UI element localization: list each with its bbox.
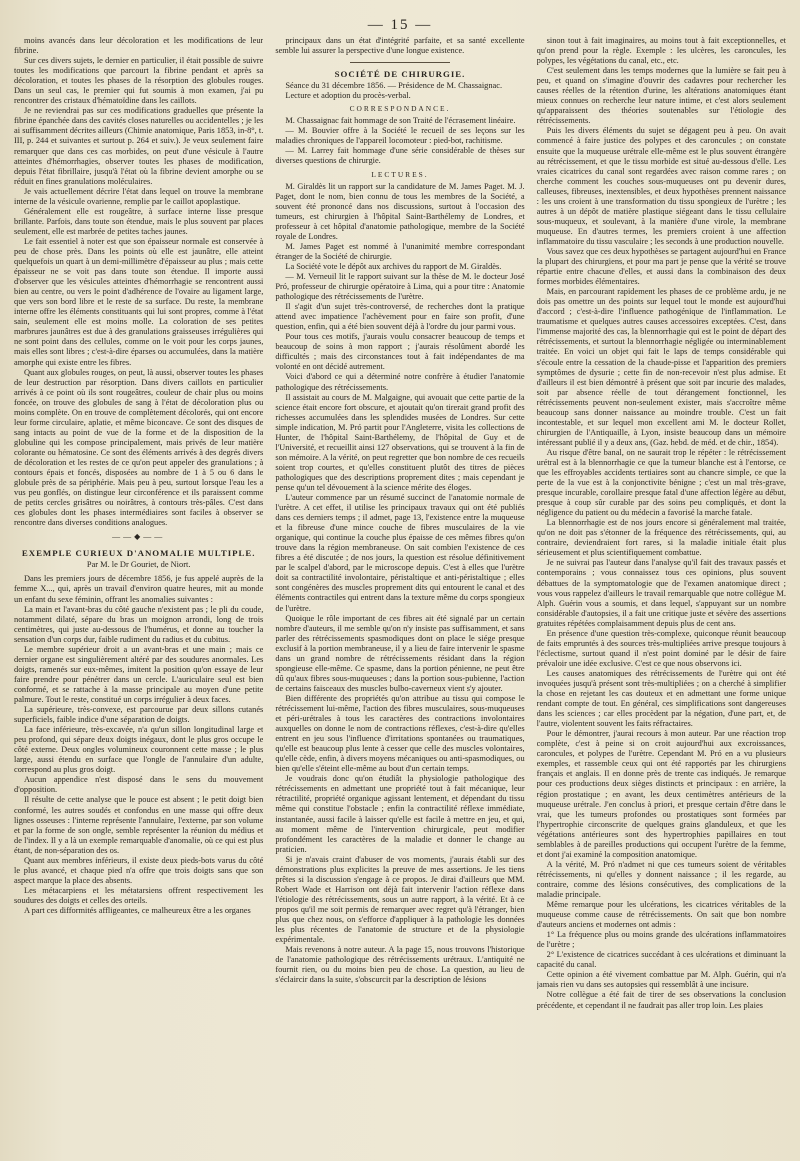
paragraph: M. Giraldès lit un rapport sur la candidature de M. James Paget. M. J. Paget, dont le nom, bien connu de tous les membres de la Société, a souvent été prononcé dans nos discussions, surtout à l'occasion des tumeurs, est chirurgien à l'hôpital Saint-Barthélemy de Londres, et professeur à cet hôpital d'anatomie pathologique, membre de la Société royale de Londres. [275, 181, 525, 241]
paragraph: Pour le démontrer, j'aurai recours à mon auteur. Par une réaction trop complète, c'est à peine si on croit aujourd'hui aux excroissances, caroncules, et polypes de l'urètre. Cependant M. Pró en a vu plusieurs exemples, et rassemble ceux qui ont été rapportés par les chirurgiens français et anglais. Il en donne près de trente cas indiqués. Je remarque pour ces productions deux sièges distincts et principaux : en arrière, la région prostatique ; en avant, les deux centimètres antérieurs de la muqueuse urétrale. J'en conclus à priori, et presque certain d'être dans le vrai, que les tumeurs profondes ou prostatiques sont formées par l'hypertrophie circonscrite de quelques grains glanduleux, et que les végétations antérieures sont des hypertrophies papillaires en tout semblables à de pareilles productions qui occupent l'urètre de la femme, et dont j'ai examiné la composition anatomique. [536, 729, 786, 859]
paragraph: Lecture et adoption du procès-verbal. [285, 91, 411, 101]
paragraph: Je ne reviendrai pas sur ces modifications graduelles que présente la fibrine épanchée dans des cavités closes naturelles ou accidentelles ; je les ai suffisamment décrites ailleurs (Chimie anatomique, Paris 1853, in-8°, t. III, p. 244 et suivantes et surtout p. 264 et suiv.). Je veux seulement faire remarquer que dans ces cas morbides, on peut d'une vésicule à l'autre atteintes d'hémorrhagies, observer toutes les phases de modification, depuis l'état fibrillaire, jusqu'à l'état où la fibrine devient amorphe ou se réduit en fines granulations moléculaires. [14, 106, 264, 186]
article-heading: EXEMPLE CURIEUX D'ANOMALIE MULTIPLE. [21, 548, 256, 559]
paragraph: Dans les premiers jours de décembre 1856, je fus appelé auprès de la femme X..., qui, après un travail d'environ quatre heures, mit au monde un enfant du sexe féminin, offrant les anomalies suivantes : [14, 574, 264, 604]
paragraph: Il résulte de cette analyse que le pouce est absent ; le petit doigt bien conformé, les autres soudés et confondus en une masse qui offre deux lignes osseuses : l'interne représente l'annulaire, l'externe, par son volume et par la forme de son ongle, semble représenter la réunion du médius et de l'index. Il y a là un exemple remarquable d'anomalie, où ce qui est plus étant, de non-séparation des os. [14, 795, 264, 855]
paragraph: Quant aux membres inférieurs, il existe deux pieds-bots varus du côté le plus avancé, et chaque pied n'a offre que trois doigts sans que son aspect marque la place des absents. [14, 855, 264, 885]
paragraph: Vous savez que ces deux hypothèses se partagent aujourd'hui en France la plupart des chirurgiens, et pour ma part je pense que la vérité se trouve répartie entre chacune d'elles, et aussi dans la combinaison des deux formes morbides élémentaires. [536, 246, 786, 287]
subsection-heading: CORRESPONDANCE. [349, 104, 451, 114]
paragraph: A la vérité, M. Pró n'admet ni que ces tumeurs soient de véritables rétrécissements, ni qu'elles y donnent naissance ; il les regarde, au contraire, comme des lésions consécutives, des complications de la maladie principale. [536, 859, 786, 899]
paragraph: 2° L'existence de cicatrices succédant à ces ulcérations et diminuant la capacité du canal. [536, 950, 786, 970]
paragraph: Je vais actuellement décrire l'état dans lequel on trouve la membrane interne de la vésicule ovarienne, remplie par le caillot apoplastique. [14, 186, 264, 206]
paragraph: Il assistait au cours de M. Malgaigne, qui avouait que cette partie de la science était encore fort obscure, et ajoutait qu'on tirerait grand profit des richesses accumulées dans les splendides musées de Londres. Sur cette simple indication, M. Pró partit pour l'Angleterre, visita les collections de Hunter, de l'hôpital Saint-Barthélemy, de l'hôpital de Guy et de l'Université, et recueillit ainsi 127 observations, qui se trouvent à la fin de son mémoire. A la vérité, on peut regretter que bon nombre de ces recueils soient trop courtes, et qu'elles constituent plutôt des titres de pièces pathologiques que des descriptions proprement dites ; mais cependant je pense qu'un tel dévouement à la science mérite des éloges. [275, 392, 525, 492]
paragraph: Au risque d'être banal, on ne saurait trop le répéter : le rétrécissement urétral est à la blennorrhagie ce que la tumeur blanche est à l'entorse, ce que les effroyables accidents tertiaires sont au chancre simple, ce que la perte de la vue est à la conjonctivite bénigne ; c'est un mal très-grave, presque incurable, corollaire presque fatal d'une affection légère au début, presque à coup sûr curable par des soins peu compliqués, et dont la négligence du patient ou du médecin a favorisé la marche fatale. [536, 447, 786, 518]
paragraph: Cette opinion a été vivement combattue par M. Alph. Guérin, qui n'a jamais rien vu dans ses autopsies qui ressemblât à une incisure. [536, 970, 786, 990]
paragraph: Quant aux globules rouges, on peut, là aussi, observer toutes les phases de leur destruction par résorption. Dans divers caillots en particulier arrivés à ce point où ils sont rougeâtres, couleur de chair plus ou moins foncée, on trouve des globules de sang à l'état de décoloration plus ou moins complète. On en trouve de complètement décolorés, qui ont encore leur forme circulaire, aplatie, et même biconcave. Ce sont des disques de sang intacts au point de vue de la forme et de la disposition de la globuline qui les compose principalement, mais privés de leur matière colorante ou hématosine. Ce sont des éléments arrivés à des degrés divers de décoloration et les restes de ce qu'on peut appeler des granulations ; à contours épais et foncés, disposées au nombre de 1 à 5 ou 6 dans le globule près de sa périphérie. Mais peu à peu, surtout lorsque l'eau les a vus peu gonflés, on distingue leur circonférence et ils paraissent comme de petits cercles grisâtres ou noirâtres, à contours très-pâles. C'est dans ces globules dont les phases intermédiaires sont faciles à observer se rencontre dans diverses conditions analogues. [14, 367, 264, 528]
paragraph: M. Chassaignac fait hommage de son Traité de l'écrasement linéaire. [285, 116, 516, 126]
paragraph: Le fait essentiel à noter est que son épaisseur normale est conservée à peu de chose près. Dans les points où elle est jaunâtre, elle atteint quelquefois un quart à un demi-millimètre d'épaisseur au plus ; mais cette épaisseur ne se voit pas dans toute son étendue. Il importe aussi d'observer que les vésicules atteintes d'hémorrhagie se rencontrent aussi bien au centre, ou vers le point d'adhérence de l'ovaire au ligament large, que vers son bord libre et le reste de sa surface. Du reste, la membrane interne offre les éléments constituants qui lui sont propres, comme à l'état sain, seulement elle est moins molle. La coloration de ses petites marbrures jaunâtres est due à des granulations graisseuses irrégulières qui ne sont point dans des cellules, comme on le voit pour les corps jaunes, mais elles sont libres ; c'est-à-dire éparses ou accumulées, dans la matière amorphe qui existe entre les fibres. [14, 236, 264, 367]
paragraph: principaux dans un état d'intégrité parfaite, et sa santé excellente semble lui assurer la perspective d'une longue existence. [275, 36, 525, 56]
paragraph: sinon tout à fait imaginaires, au moins tout à fait exceptionnelles, et qu'on prend pour la règle. Exemple : les ulcères, les caroncules, les polypes, les végétations du canal, etc., etc. [536, 36, 786, 66]
paragraph: Les causes anatomiques des rétrécissements de l'urètre qui ont été invoquées jusqu'à présent sont très-multipliées ; on a cherché à simplifier la chose en rejetant les cas douteux et en admettant une forme unique rendant compte de tout. En général, ces simplifications sont dangereuses dans les sciences ; car elles procèdent par la négation, d'une part, et, de l'autre, violentent souvent les faits réfractaires. [536, 668, 786, 729]
paragraph: Puis les divers éléments du sujet se dégagent peu à peu. On avait commencé à faire justice des polypes et des caroncules ; on constate ensuite que la muqueuse urétrale elle-même est le plus souvent étrangère au rétrécissement, et que le tissu morbide est situé au-dessous d'elle. Les vraies cicatrices du canal sont regardées avec raison comme rares ; on cherche comment les couches sous-muqueuses ont pu devenir dures, calleuses, fibreuses, inextensibles, et deux hypothèses prennent naissance : les uns croient à une transformation du tissu spongieux de l'urètre ; les autres à un dépôt de matière plastique siégeant dans le tissu cellulaire sous-muqueux, et soulevant, à la manière d'une virole, la membrane muqueuse. En d'autres termes, les premiers croient à une affection inflammatoire du tissu vasculaire ; les seconds à une production nouvelle. [536, 126, 786, 246]
page-number: — 15 — [367, 17, 433, 33]
paragraph: 1° La fréquence plus ou moins grande des ulcérations inflammatoires de l'urètre ; [536, 930, 786, 950]
paragraph: Séance du 31 décembre 1856. — Présidence de M. Chassaignac. [285, 81, 503, 91]
paragraph: La blennorrhagie est de nos jours encore si généralement mal traitée, qu'on ne doit pas s'étonner de la fréquence des rétrécissements, qui, au contraire, deviendraient fort rares, si la maladie initiale était plus sérieusement et plus scientifiquement combattue. [536, 518, 786, 558]
paragraph: La face inférieure, très-excavée, n'a qu'un sillon longitudinal large et peu profond, qui sépare deux doigts inégaux, dont le plus gros occupe le côté externe. Deux ongles volumineux couronnent cette masse ; le plus large, aussi étendu en surface que l'ongle de l'annulaire d'un adulte, correspond au plus gros doigt. [14, 725, 264, 775]
paragraph: Quoique le rôle important de ces fibres ait été signalé par un certain nombre d'auteurs, il me semble qu'on n'y insiste pas suffisamment, et sans parler des rétrécissements spasmodiques dont on place le siége presque exclusif à la portion membraneuse, il y a lieu de faire intervenir le spasme dans un grand nombre de rétrécissements résidant dans la région spongieuse elle-même. Ce spasme, dans la portion pénienne, ne peut être dû qu'aux fibres sous-muqueuses ; dans la portion sous-pubienne, l'action de certains faisceaux des muscles bulbo-caverneux vient s'y ajouter. [275, 613, 525, 693]
paragraph: Notre collègue a été fait de tirer de ses observations la conclusion précédente, et cependant il ne faudrait pas aller trop loin. Les plaies [536, 990, 786, 1010]
paragraph: Sur ces divers sujets, le dernier en particulier, il était possible de suivre toutes les modifications que parcourt la fibrine pendant et après sa décoloration, et toutes les phases de la résorption des globules rouges. Dans un seul cas, le premier qui fut soumis à mon examen, j'ai pu rencontrer des cristaux d'hématoïdine dans les caillots. [14, 56, 264, 106]
paragraph: Voici d'abord ce qui a déterminé notre confrère à étudier l'anatomie pathologique des rétrécissements. [275, 372, 525, 392]
paragraph: — M. Bouvier offre à la Société le recueil de ses leçons sur les maladies chroniques de l'appareil locomoteur : pied-bot, rachitisme. [275, 126, 525, 146]
paragraph: Aucun appendice n'est disposé dans le sens du mouvement d'opposition. [14, 775, 264, 795]
paragraph: Même remarque pour les ulcérations, les cicatrices véritables de la muqueuse comme cause de rétrécissements. On sait que bon nombre d'auteurs anciens et modernes ont admis : [536, 900, 786, 930]
paragraph: Mais, en parcourant rapidement les phases de ce problème ardu, je ne dois pas omettre un des points sur lequel tout le monde est aujourd'hui d'accord ; c'est-à-dire l'influence pathogénique de l'inflammation. Le traumatisme et quelques autres causes accessoires exceptées. C'est, dans l'immense majorité des cas, la blennorrhagie qui est le point de départ des rétrécissements, et surtout la blennorrhagie négligée ou interminablement traitée. En voici un objet qui fait le laps de temps considérable qui s'écoule entre la cessation de la chaude-pisse et l'apparition des premiers symptômes de dysurie ; cette fin de non-recevoir n'est plus admise. Et d'ailleurs il est bien démontré à présent que soit par incurie des malades, soit par absence réelle de tout dérangement fonctionnel, les rétrécissements peuvent non-seulement exister, mais s'accroître même beaucoup sans donner naissance au moindre trouble. C'est un fait incontestable, et sur lequel mon excellent ami M. le docteur Rollet, chirurgien de l'Antiquaille, à Lyon, insiste beaucoup dans un mémoire intéressant publié il y a deux ans, (Gaz. hebd. de méd. et de chir., 1854). [536, 287, 786, 447]
paragraph: — M. Verneuil lit le rapport suivant sur la thèse de M. le docteur José Pró, professeur de chirurgie opératoire à Lima, qui a pour titre : Anatomie pathologique des rétrécissements de l'urètre. [275, 271, 525, 302]
paragraph: M. James Paget est nommé à l'unanimité membre correspondant étranger de la Société de chirurgie. [275, 241, 525, 261]
columns [14, 36, 786, 1154]
paragraph: Généralement elle est rougeâtre, à surface interne lisse presque brillante. Parfois, dans toute son étendue, mais le plus souvent par places seulement, elle est marbrée de petites taches jaunes. [14, 206, 264, 236]
paragraph: Bien différente des propriétés qu'on attribue au tissu qui compose le rétrécissement lui-même, l'action des fibres musculaires, sous-muqueuses et péri-urétrales à tous les caractères des contractions involontaires auxquelles on donne le nom de contractions réflexes, c'est-à-dire qu'elles entrent en jeu sous l'influence d'irritations spontanées ou traumatiques, qu'elle est beaucoup plus lente à cesser que celle des muscles volontaires, qu'elle cède, enfin, à divers moyens mécaniques ou anti-spasmodiques, ou bien qu'elle s'éteint elle-même au bout d'un certain temps. [275, 693, 525, 774]
paragraph: A part ces difformités affligeantes, ce malheureux être a les organes [24, 905, 251, 915]
paragraph: Je voudrais donc qu'on étudiât la physiologie pathologique des rétrécissements en admettant une propriété tout à fait mécanique, leur rétractilité, propriété organique agissant lentement, et dépendant du tissu même qui constitue l'obstacle ; enfin la contractilité réflexe immédiate, instantanée, aussi facile à laisser qu'elle est facile à mettre en jeu, et qui, au moment même de l'intervention chirurgicale, peut modifier profondément les caractères de la maladie et donner le change au praticien. [275, 774, 525, 854]
paragraph: Les métacarpiens et les métatarsiens offrent respectivement les soudures des doigts et celles des orteils. [14, 885, 264, 905]
paragraph: L'auteur commence par un résumé succinct de l'anatomie normale de l'urètre. A cet effet, il utilise les principaux travaux qui ont été publiés dans ces derniers temps ; il admet, page 13, l'existence entre la muqueuse et la fibreuse d'une mince couche de fibres musculaires de la vie organique, qui continue la couche plus épaisse de ces mêmes fibres qu'on trouve dans la région membraneuse. On sait combien l'existence de ces fibres a été discutée ; de nos jours, la question est résolue définitivement par le scalpel d'abord, par le microscope depuis. C'est à elles que l'urètre doit sa contractilité involontaire, péristaltique et anti-péristaltique ; elles sont congénères des muscles proprement dits qui entourent le canal et des éléments contractiles qui entrent dans la texture même du corps spongieux de l'urètre. [275, 493, 525, 613]
paragraph: La main et l'avant-bras du côté gauche n'existent pas ; le pli du coude, notamment dilaté, sépare du bras un moignon arrondi, long de trois centimètres, qui juste au-dessous de l'humérus, et donne au toucher la sensation d'un corps dur, faible rudiment du radius et du cubitus. [14, 604, 264, 644]
paragraph: En présence d'une question très-complexe, quiconque réunit beaucoup de faits empruntés à des sources très-multipliées arrive presque toujours à l'éclectisme, surtout quand il n'est point dominé par le désir de faire prévaloir une idée exclusive. C'est ce que nous observons ici. [536, 628, 786, 668]
article-byline: Par M. le Dr Gouriet, de Niort. [86, 560, 191, 570]
paragraph: C'est seulement dans les temps modernes que la lumière se fait peu à peu, et quand on s'imagine d'ouvrir des cadavres pour rechercher les causes réelles de la rétention d'urine, les altérations anatomiques étant mieux connues on recherche leur nature intime, et c'est alors seulement qu'apparaissent des théories soutenables sur l'étiologie des rétrécissements. [536, 66, 786, 126]
paragraph: La Société vote le dépôt aux archives du rapport de M. Giraldès. [285, 261, 502, 271]
paragraph: Je ne suivrai pas l'auteur dans l'analyse qu'il fait des travaux passés et contemporains ; vous connaissez tous ces opinions, plus souvent débattues de la symptomatologie que de l'examen anatomique direct ; vous vous rappelez d'ailleurs le travail remarquable que notre collègue M. Alph. Guérin vous a soumis, et dans lequel, s'appuyant sur un nombre considérable d'autopsies, il a fait une critique juste et sévère des assertions gratuites répétées complaisamment depuis plus de cent ans. [536, 558, 786, 628]
paragraph: Mais revenons à notre auteur. A la page 15, nous trouvons l'historique de l'anatomie pathologique des rétrécissements urétraux. L'antiquité ne fournit rien, ou du moins bien peu de chose. La question, au lieu de s'éclaircir dans la suite, s'obscurcit par la description de lésions [275, 945, 525, 985]
section-heading: SOCIÉTÉ DE CHIRURGIE. [334, 69, 466, 80]
paragraph: La supérieure, très-convexe, est parcourue par deux sillons cutanés superficiels, faible indice d'une séparation de doigts. [14, 705, 264, 725]
subsection-heading: LECTURES. [371, 169, 429, 179]
paragraph: Pour tous ces motifs, j'aurais voulu consacrer beaucoup de temps et beaucoup de soins à mon rapport ; j'aurais résolûment abordé les difficultés ; mais des circonstances tout à fait indépendantes de ma volonté en ont décidé autrement. [275, 332, 525, 372]
paragraph: Il s'agit d'un sujet très-controversé, de recherches dont la pratique attend avec impatience l'achèvement pour en faire son profit, d'une question, enfin, qui a été bien souvent déjà à l'ordre du jour parmi vous. [275, 302, 525, 332]
paragraph: — M. Larrey fait hommage d'une série considérable de thèses sur diverses questions de chirurgie. [275, 146, 525, 166]
paragraph: Si je n'avais craint d'abuser de vos moments, j'aurais établi sur des démonstrations plus explicites la preuve de mes assertions. Je les tiens prêtes si la discussion s'engage à ce propos. Je dirai d'ailleurs que MM. Robert Wade et Harrison ont déjà fait intervenir l'action réflexe dans l'étiologie des rétrécissements, sous un autre rapport, à la vérité. Et à ce propos qu'il me soit permis de remarquer avec regret qu'à l'étranger, bien plus que chez nous, on s'efforce d'appliquer à la pathologie les données les plus récentes de l'anatomie de structure et de la physiologie expérimentale. [275, 854, 525, 945]
column-middle [275, 36, 524, 1154]
column-left [14, 36, 263, 1154]
ornament-divider: ——◆—— [112, 532, 166, 542]
section-rule [350, 62, 450, 63]
column-right [537, 36, 786, 1154]
paragraph: moins avancés dans leur décoloration et les modifications de leur fibrine. [14, 36, 264, 56]
paragraph: Le membre supérieur droit a un avant-bras et une main ; mais ce dernier organe est singulièrement altéré par des soudures anormales. Les doigts, ramenés sur eux-mêmes, imitent la position qu'on essaye de leur faire prendre pour pénétrer dans un cercle. L'auriculaire seul est bien conformé, et se rattache à la masse principale au moyen d'une petite palmure. Tout le reste, constitué un corps irrégulier à deux faces. [14, 644, 264, 704]
